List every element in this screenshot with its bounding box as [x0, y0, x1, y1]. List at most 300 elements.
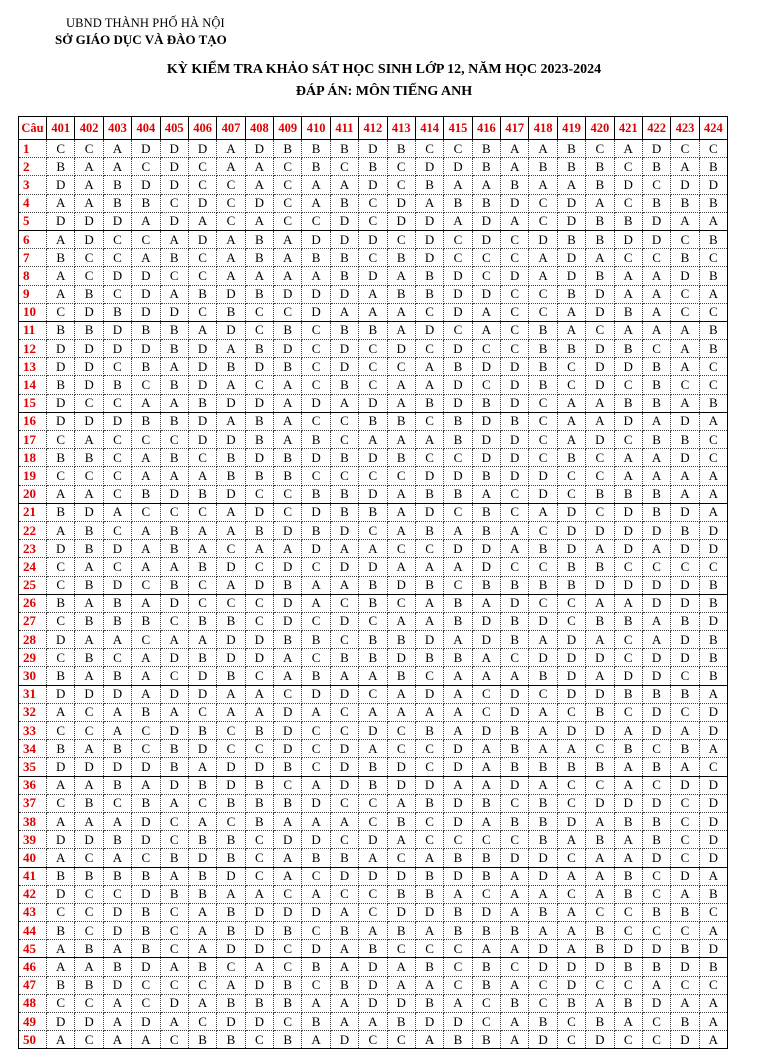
answer-cell: C — [501, 794, 529, 812]
answer-cell: B — [330, 449, 358, 467]
answer-cell: B — [699, 885, 727, 903]
answer-cell: D — [444, 376, 472, 394]
answer-cell: D — [387, 576, 415, 594]
answer-cell: B — [245, 431, 273, 449]
answer-cell: A — [699, 1031, 727, 1049]
answer-cell: A — [302, 994, 330, 1012]
answer-cell: B — [529, 794, 557, 812]
answer-cell: A — [671, 885, 699, 903]
answer-cell: D — [501, 376, 529, 394]
answer-cell: B — [642, 685, 670, 703]
answer-cell: D — [671, 776, 699, 794]
answer-cell: C — [274, 885, 302, 903]
answer-cell: A — [132, 249, 160, 267]
answer-cell: D — [160, 994, 188, 1012]
table-row — [19, 194, 728, 212]
table-row — [19, 303, 728, 321]
answer-cell: C — [614, 194, 642, 212]
answer-cell: A — [529, 885, 557, 903]
answer-cell: A — [387, 976, 415, 994]
answer-cell: D — [586, 1031, 614, 1049]
answer-cell: D — [359, 140, 387, 158]
answer-cell: B — [75, 976, 103, 994]
answer-cell: D — [415, 212, 443, 230]
answer-cell: C — [444, 249, 472, 267]
answer-cell: B — [75, 285, 103, 303]
answer-cell: C — [387, 230, 415, 248]
answer-cell: B — [188, 831, 216, 849]
answer-cell: C — [75, 703, 103, 721]
answer-cell: B — [642, 394, 670, 412]
answer-cell: B — [188, 558, 216, 576]
answer-cell: B — [132, 194, 160, 212]
answer-cell: B — [472, 394, 500, 412]
answer-cell: C — [472, 703, 500, 721]
answer-cell: B — [160, 321, 188, 339]
answer-cell: C — [671, 976, 699, 994]
answer-cell: C — [614, 903, 642, 921]
answer-cell: B — [359, 576, 387, 594]
question-number: 42 — [19, 885, 47, 903]
answer-cell: C — [557, 885, 585, 903]
table-row — [19, 740, 728, 758]
answer-cell: B — [472, 1031, 500, 1049]
answer-cell: D — [160, 722, 188, 740]
answer-cell: B — [330, 485, 358, 503]
answer-cell: A — [160, 958, 188, 976]
answer-cell: C — [330, 158, 358, 176]
answer-cell: C — [274, 940, 302, 958]
answer-cell: B — [160, 758, 188, 776]
answer-cell: D — [359, 176, 387, 194]
answer-cell: A — [302, 812, 330, 830]
question-number: 27 — [19, 612, 47, 630]
answer-cell: D — [671, 540, 699, 558]
answer-cell: B — [103, 831, 131, 849]
question-number: 25 — [19, 576, 47, 594]
answer-cell: B — [699, 267, 727, 285]
answer-cell: D — [557, 649, 585, 667]
answer-cell: A — [103, 940, 131, 958]
answer-cell: B — [671, 194, 699, 212]
answer-cell: D — [444, 158, 472, 176]
table-row — [19, 885, 728, 903]
answer-cell: B — [330, 849, 358, 867]
answer-cell: B — [132, 358, 160, 376]
answer-cell: A — [217, 340, 245, 358]
question-number: 26 — [19, 594, 47, 612]
answer-cell: A — [75, 776, 103, 794]
answer-cell: A — [245, 703, 273, 721]
answer-cell: C — [614, 376, 642, 394]
answer-cell: D — [529, 867, 557, 885]
answer-cell: A — [274, 867, 302, 885]
answer-cell: B — [557, 340, 585, 358]
answer-cell: B — [359, 503, 387, 521]
answer-cell: D — [472, 903, 500, 921]
answer-cell: D — [614, 503, 642, 521]
answer-cell: D — [444, 285, 472, 303]
answer-cell: B — [387, 885, 415, 903]
answer-cell: B — [132, 412, 160, 430]
answer-cell: D — [359, 394, 387, 412]
answer-cell: A — [188, 321, 216, 339]
answer-cell: C — [132, 740, 160, 758]
answer-cell: A — [387, 321, 415, 339]
answer-cell: B — [245, 994, 273, 1012]
answer-cell: C — [132, 576, 160, 594]
table-row — [19, 467, 728, 485]
answer-cell: D — [359, 994, 387, 1012]
answer-cell: C — [699, 449, 727, 467]
answer-cell: A — [472, 758, 500, 776]
answer-cell: C — [132, 631, 160, 649]
answer-cell: A — [671, 394, 699, 412]
answer-cell: B — [274, 358, 302, 376]
answer-cell: A — [217, 521, 245, 539]
answer-cell: D — [75, 358, 103, 376]
answer-cell: D — [132, 176, 160, 194]
answer-cell: D — [245, 1013, 273, 1031]
table-row — [19, 267, 728, 285]
answer-cell: D — [387, 340, 415, 358]
answer-cell: D — [614, 176, 642, 194]
answer-cell: D — [671, 176, 699, 194]
answer-cell: C — [217, 212, 245, 230]
answer-cell: C — [415, 812, 443, 830]
answer-cell: A — [245, 885, 273, 903]
answer-cell: C — [188, 576, 216, 594]
answer-cell: B — [217, 667, 245, 685]
answer-cell: D — [557, 212, 585, 230]
answer-cell: A — [387, 703, 415, 721]
answer-cell: A — [47, 285, 75, 303]
question-number: 35 — [19, 758, 47, 776]
answer-cell: D — [75, 503, 103, 521]
answer-cell: D — [501, 394, 529, 412]
answer-cell: D — [47, 885, 75, 903]
answer-cell: D — [444, 267, 472, 285]
answer-cell: D — [444, 394, 472, 412]
answer-cell: C — [160, 431, 188, 449]
answer-cell: D — [302, 230, 330, 248]
answer-cell: A — [75, 158, 103, 176]
answer-cell: A — [387, 267, 415, 285]
answer-cell: C — [302, 376, 330, 394]
question-number: 29 — [19, 649, 47, 667]
answer-cell: D — [444, 758, 472, 776]
answer-cell: A — [671, 758, 699, 776]
answer-cell: C — [103, 285, 131, 303]
answer-cell: B — [47, 321, 75, 339]
answer-cell: B — [217, 922, 245, 940]
answer-cell: A — [274, 249, 302, 267]
answer-cell: B — [699, 394, 727, 412]
answer-cell: C — [586, 467, 614, 485]
question-number: 40 — [19, 849, 47, 867]
answer-cell: D — [217, 321, 245, 339]
question-number: 8 — [19, 267, 47, 285]
answer-cell: B — [529, 1013, 557, 1031]
answer-cell: C — [415, 340, 443, 358]
answer-cell: C — [671, 230, 699, 248]
answer-cell: B — [586, 703, 614, 721]
answer-cell: B — [47, 376, 75, 394]
answer-cell: A — [274, 412, 302, 430]
answer-cell: B — [586, 1013, 614, 1031]
table-row — [19, 158, 728, 176]
answer-cell: D — [245, 449, 273, 467]
answer-cell: D — [160, 594, 188, 612]
answer-cell: A — [160, 867, 188, 885]
answer-cell: D — [387, 194, 415, 212]
answer-cell: D — [47, 758, 75, 776]
answer-cell: C — [103, 431, 131, 449]
answer-cell: A — [557, 394, 585, 412]
answer-cell: D — [586, 958, 614, 976]
answer-cell: C — [642, 740, 670, 758]
answer-cell: D — [529, 958, 557, 976]
answer-cell: B — [472, 521, 500, 539]
answer-cell: C — [188, 1013, 216, 1031]
answer-cell: A — [529, 703, 557, 721]
answer-cell: C — [501, 649, 529, 667]
answer-cell: C — [387, 158, 415, 176]
answer-cell: D — [103, 340, 131, 358]
answer-cell: B — [359, 631, 387, 649]
answer-cell: A — [217, 140, 245, 158]
answer-cell: D — [217, 394, 245, 412]
answer-cell: B — [415, 267, 443, 285]
answer-cell: D — [699, 940, 727, 958]
answer-cell: D — [188, 376, 216, 394]
answer-cell: D — [359, 558, 387, 576]
table-row — [19, 321, 728, 339]
answer-cell: C — [103, 449, 131, 467]
answer-cell: D — [274, 594, 302, 612]
answer-cell: C — [160, 1031, 188, 1049]
answer-cell: C — [274, 485, 302, 503]
answer-cell: A — [501, 521, 529, 539]
answer-cell: D — [47, 176, 75, 194]
answer-cell: D — [586, 576, 614, 594]
answer-cell: A — [671, 321, 699, 339]
answer-cell: B — [245, 230, 273, 248]
answer-cell: A — [160, 358, 188, 376]
answer-cell: C — [132, 503, 160, 521]
answer-cell: D — [217, 940, 245, 958]
answer-cell: C — [415, 740, 443, 758]
answer-cell: C — [699, 358, 727, 376]
answer-cell: D — [359, 976, 387, 994]
answer-cell: B — [501, 631, 529, 649]
answer-cell: B — [217, 994, 245, 1012]
answer-cell: D — [699, 776, 727, 794]
answer-cell: A — [132, 776, 160, 794]
answer-cell: B — [699, 230, 727, 248]
answer-cell: D — [75, 212, 103, 230]
answer-cell: C — [330, 631, 358, 649]
answer-cell: A — [359, 703, 387, 721]
answer-cell: A — [188, 812, 216, 830]
answer-cell: B — [557, 994, 585, 1012]
answer-cell: D — [642, 521, 670, 539]
question-number: 28 — [19, 631, 47, 649]
answer-cell: C — [302, 321, 330, 339]
answer-cell: D — [586, 358, 614, 376]
answer-key-table — [18, 116, 728, 1049]
answer-cell: D — [330, 685, 358, 703]
answer-cell: D — [274, 521, 302, 539]
answer-cell: B — [642, 758, 670, 776]
answer-cell: D — [217, 758, 245, 776]
answer-cell: C — [274, 212, 302, 230]
answer-cell: A — [302, 176, 330, 194]
answer-cell: A — [501, 212, 529, 230]
answer-cell: D — [444, 812, 472, 830]
answer-cell: A — [103, 140, 131, 158]
answer-cell: D — [302, 503, 330, 521]
answer-cell: C — [75, 922, 103, 940]
answer-cell: B — [274, 321, 302, 339]
answer-cell: C — [472, 885, 500, 903]
answer-cell: C — [415, 831, 443, 849]
answer-cell: D — [274, 740, 302, 758]
answer-cell: A — [614, 321, 642, 339]
answer-cell: C — [160, 831, 188, 849]
answer-cell: D — [160, 485, 188, 503]
answer-cell: B — [75, 321, 103, 339]
answer-cell: D — [359, 958, 387, 976]
table-row — [19, 612, 728, 630]
answer-cell: C — [359, 812, 387, 830]
answer-cell: D — [557, 631, 585, 649]
question-number: 32 — [19, 703, 47, 721]
question-number: 39 — [19, 831, 47, 849]
answer-cell: D — [274, 831, 302, 849]
answer-cell: A — [472, 485, 500, 503]
table-row — [19, 503, 728, 521]
answer-cell: B — [330, 649, 358, 667]
answer-cell: C — [103, 485, 131, 503]
answer-cell: A — [671, 158, 699, 176]
answer-cell: D — [472, 631, 500, 649]
answer-cell: A — [330, 940, 358, 958]
answer-cell: B — [529, 576, 557, 594]
answer-cell: C — [557, 1013, 585, 1031]
question-number: 41 — [19, 867, 47, 885]
answer-cell: A — [217, 412, 245, 430]
answer-cell: C — [387, 594, 415, 612]
answer-cell: C — [529, 394, 557, 412]
answer-cell: D — [501, 431, 529, 449]
answer-cell: A — [132, 449, 160, 467]
answer-cell: B — [586, 558, 614, 576]
answer-cell: D — [359, 722, 387, 740]
answer-cell: A — [472, 812, 500, 830]
answer-cell: C — [642, 885, 670, 903]
answer-cell: C — [217, 540, 245, 558]
answer-cell: D — [75, 1013, 103, 1031]
answer-cell: D — [614, 576, 642, 594]
answer-cell: B — [444, 485, 472, 503]
answer-cell: C — [444, 321, 472, 339]
answer-cell: A — [415, 612, 443, 630]
answer-cell: B — [699, 631, 727, 649]
answer-cell: A — [472, 321, 500, 339]
answer-cell: D — [302, 449, 330, 467]
answer-cell: B — [699, 576, 727, 594]
answer-cell: D — [444, 467, 472, 485]
answer-cell: D — [302, 285, 330, 303]
answer-cell: B — [103, 776, 131, 794]
question-number: 38 — [19, 812, 47, 830]
answer-cell: C — [274, 503, 302, 521]
answer-cell: B — [472, 849, 500, 867]
answer-cell: B — [359, 649, 387, 667]
answer-cell: D — [217, 649, 245, 667]
answer-cell: D — [274, 340, 302, 358]
answer-cell: A — [302, 267, 330, 285]
question-number: 43 — [19, 903, 47, 921]
exam-code-header: 418 — [529, 117, 557, 140]
answer-cell: C — [302, 412, 330, 430]
answer-cell: B — [614, 485, 642, 503]
answer-cell: D — [472, 358, 500, 376]
answer-cell: C — [302, 867, 330, 885]
answer-cell: C — [699, 376, 727, 394]
answer-cell: D — [671, 631, 699, 649]
answer-cell: A — [274, 394, 302, 412]
answer-cell: B — [529, 340, 557, 358]
answer-cell: B — [472, 867, 500, 885]
answer-cell: D — [132, 885, 160, 903]
answer-cell: B — [47, 976, 75, 994]
answer-cell: C — [614, 922, 642, 940]
answer-cell: C — [302, 467, 330, 485]
answer-cell: D — [501, 594, 529, 612]
table-row — [19, 903, 728, 921]
question-number: 17 — [19, 431, 47, 449]
exam-code-header: 420 — [586, 117, 614, 140]
answer-cell: D — [330, 558, 358, 576]
answer-cell: A — [274, 812, 302, 830]
answer-cell: B — [217, 849, 245, 867]
answer-cell: B — [75, 649, 103, 667]
answer-cell: B — [387, 631, 415, 649]
answer-cell: B — [160, 340, 188, 358]
answer-cell: A — [274, 667, 302, 685]
answer-cell: B — [614, 685, 642, 703]
answer-cell: B — [699, 321, 727, 339]
answer-cell: B — [671, 521, 699, 539]
answer-cell: B — [75, 867, 103, 885]
answer-cell: B — [699, 194, 727, 212]
answer-cell: D — [330, 340, 358, 358]
answer-cell: B — [217, 831, 245, 849]
answer-cell: C — [501, 303, 529, 321]
answer-cell: A — [359, 1013, 387, 1031]
answer-cell: B — [472, 467, 500, 485]
answer-cell: C — [557, 467, 585, 485]
answer-cell: A — [415, 976, 443, 994]
answer-cell: D — [501, 703, 529, 721]
answer-cell: C — [557, 776, 585, 794]
answer-cell: B — [415, 521, 443, 539]
answer-cell: C — [75, 267, 103, 285]
answer-cell: C — [529, 594, 557, 612]
answer-cell: A — [75, 176, 103, 194]
